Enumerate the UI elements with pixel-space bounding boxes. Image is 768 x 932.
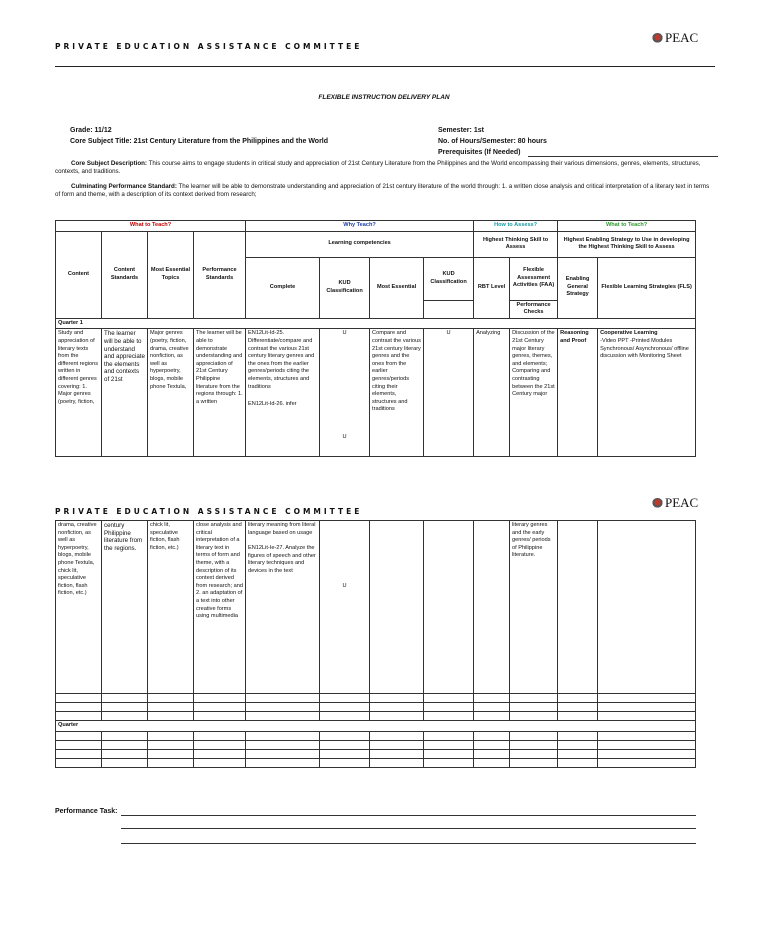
- performance-task-label: Performance Task:: [55, 808, 118, 815]
- performance-task-line-3: [121, 843, 696, 844]
- subject-row: [70, 138, 328, 145]
- p2-performance-standards: close analysis and critical interpretation of a literary text in terms of form and theme, with a description of its context derived from research; and 2. an adaptation of a text into other creative forms using multimedia: [194, 521, 246, 694]
- most-essential-header: Most Essential: [370, 257, 424, 318]
- what-to-teach-header: What to Teach?: [56, 221, 246, 232]
- row1-topics: Major genres (poetry, fiction, drama, creative nonfiction, as well as hyperpoetry, blogs, mobile phone Textula,: [148, 329, 194, 457]
- kud-header-2-blank: [424, 300, 474, 318]
- row1-enabling: Reasoning and Proof: [558, 329, 598, 457]
- empty-cell: [56, 703, 102, 712]
- p2-most-essential: [370, 521, 424, 694]
- quarter-label: Quarter: [56, 721, 696, 732]
- performance-task-line-1: [121, 815, 696, 816]
- row1-complete-text: EN12Lit-Id-25. Differentiate/compare and contrast the various 21st century literary genres and the ones from the earlier genres/periods citing the elements, structures and traditions: [248, 330, 315, 390]
- p2-fls: [598, 521, 696, 694]
- row1-content: Study and appreciation of literary texts from the different regions written in different genres covering: 1. Major genres (poetry, fiction,: [56, 329, 102, 457]
- row1-content-standards: The learner will be able to understand and appreciate the elements and contexts of 21st: [102, 329, 148, 457]
- culminating-standard: [55, 183, 715, 199]
- p2-faa: literary genres and the early genres/ periods of Philippine literature.: [510, 521, 558, 694]
- subject-value: 21st Century Literature from the Philippines and the World: [133, 138, 329, 145]
- peac-logo-text: PEAC: [665, 30, 699, 45]
- p2-complete-text-2: EN12Lit-Ie-27. Analyze the figures of speech and other literary techniques and devices in the text: [248, 545, 316, 574]
- grade-value: 11/12: [94, 127, 112, 134]
- performance-task-line-2: [121, 828, 696, 829]
- subject-description: [55, 160, 715, 176]
- hours-value: 80 hours: [517, 138, 547, 145]
- empty-cell: [56, 712, 102, 721]
- how-assess-header: How to Assess?: [474, 221, 558, 232]
- p2-complete: [246, 521, 320, 694]
- p2-content: drama, creative nonfiction, as well as hyperpoetry, blogs, mobile phone Textula, chick lit, speculative fiction, flash fiction, etc.): [56, 521, 102, 694]
- performance-standards-header: Performance Standards: [194, 231, 246, 318]
- p2-kud1: U: [320, 521, 370, 694]
- header-rule: [55, 66, 715, 67]
- enabling-general-header: Enabling General Strategy: [558, 257, 598, 318]
- row1-kud1-b: U: [342, 433, 347, 440]
- row1-fls-title: Cooperative Learning: [600, 330, 658, 337]
- empty-cell: [56, 740, 102, 749]
- subject-label: Core Subject Title:: [70, 138, 132, 145]
- content-header: Content: [56, 231, 102, 318]
- p2-complete-text: literary meaning from literal language based on usage: [248, 522, 316, 536]
- quarter-1-label: Quarter 1: [56, 318, 696, 329]
- p2-enabling: [558, 521, 598, 694]
- row1-kud1: [320, 329, 370, 457]
- desc-text: This course aims to engage students in critical study and appreciation of 21st Century Literature from the Philippines and the World encompassing their various dimensions, genres, elements, structures, contexts, and traditions.: [55, 160, 701, 175]
- committee-title-p2: PRIVATE EDUCATION ASSISTANCE COMMITTEE: [55, 507, 363, 516]
- row1-complete: [246, 329, 320, 457]
- prereq-line: [528, 156, 718, 157]
- doc-title: FLEXIBLE INSTRUCTION DELIVERY PLAN: [318, 94, 450, 101]
- empty-cell: [56, 758, 102, 767]
- perf-text: The learner will be able to demonstrate understanding and appreciation of 21st century literature of the world through: 1. a written close analysis and critical interpretation of a literary text in terms of form and theme, with a description of its context derived from research;: [55, 183, 710, 198]
- faa-header: Flexible Assessment Activities (FAA): [510, 257, 558, 300]
- highest-thinking-header: Highest Thinking Skill to Assess: [474, 231, 558, 257]
- hours-label: No. of Hours/Semester:: [438, 138, 516, 145]
- row1-complete-text-2: EN12Lit-Id-26. infer: [248, 401, 297, 408]
- grade-label: Grade:: [70, 127, 93, 134]
- row1-faa: Discussion of the 21st Century major literary genres, themes, and elements; Comparing and contrasting between the 21st Century major: [510, 329, 558, 457]
- plan-table: [55, 220, 696, 457]
- empty-cell: [56, 694, 102, 703]
- row1-kud2: U: [424, 329, 474, 457]
- row1-fls-text: -Video PPT -Printed Modules Synchronous/ Asynchronous/ offline discussion with Monitoring Sheet: [600, 337, 689, 360]
- content-standards-header: Content Standards: [102, 231, 148, 318]
- semester-value: 1st: [473, 127, 484, 134]
- semester-row: [438, 127, 484, 134]
- prereq-label: Prerequisites (If Needed): [438, 149, 521, 156]
- performance-checks-header: Performance Checks: [510, 300, 558, 318]
- committee-title: PRIVATE EDUCATION ASSISTANCE COMMITTEE: [55, 42, 363, 51]
- rbt-level-header: RBT Level: [474, 257, 510, 318]
- row1-kud1-a: U: [342, 330, 347, 337]
- what-to-teach-header-2: What to Teach?: [558, 221, 696, 232]
- peac-logo-icon-p2: [652, 498, 663, 509]
- peac-logo-icon: [652, 33, 663, 44]
- kud-header-2: KUD Classification: [424, 257, 474, 300]
- empty-cell: [56, 749, 102, 758]
- kud-header-1: KUD Classification: [320, 257, 370, 318]
- learning-competencies-header: Learning competencies: [246, 231, 474, 257]
- peac-logo-p2: [652, 495, 698, 511]
- plan-table-continued: [55, 520, 696, 768]
- why-teach-header: Why Teach?: [246, 221, 474, 232]
- fls-header: Flexible Learning Strategies (FLS): [598, 257, 696, 318]
- perf-label: Culminating Performance Standard:: [71, 183, 177, 190]
- enabling-strategy-header: Highest Enabling Strategy to Use in developing the Highest Thinking Skill to Assess: [558, 231, 696, 257]
- row1-most-essential: Compare and contrast the various 21st century literary genres and the ones from the earlier genres/periods citing their elements, structures and traditions: [370, 329, 424, 457]
- essential-topics-header: Most Essential Topics: [148, 231, 194, 318]
- row1-fls: [598, 329, 696, 457]
- grade-row: [70, 127, 112, 134]
- p2-rbt: [474, 521, 510, 694]
- p2-kud2: [424, 521, 474, 694]
- peac-logo-text-p2: PEAC: [665, 495, 699, 510]
- p2-topics: chick lit, speculative fiction, flash fiction, etc.): [148, 521, 194, 694]
- semester-label: Semester:: [438, 127, 472, 134]
- complete-header: Complete: [246, 257, 320, 318]
- empty-cell: [56, 731, 102, 740]
- p2-content-standards: century Philippine literature from the regions.: [102, 521, 148, 694]
- row1-performance-standards: The learner will be able to demonstrate understanding and appreciation of 21st Century Philippine literature from the regions through: 1. a written: [194, 329, 246, 457]
- hours-row: [438, 138, 547, 145]
- row1-rbt: Analyzing: [474, 329, 510, 457]
- peac-logo: [652, 30, 698, 46]
- desc-label: Core Subject Description:: [71, 160, 147, 167]
